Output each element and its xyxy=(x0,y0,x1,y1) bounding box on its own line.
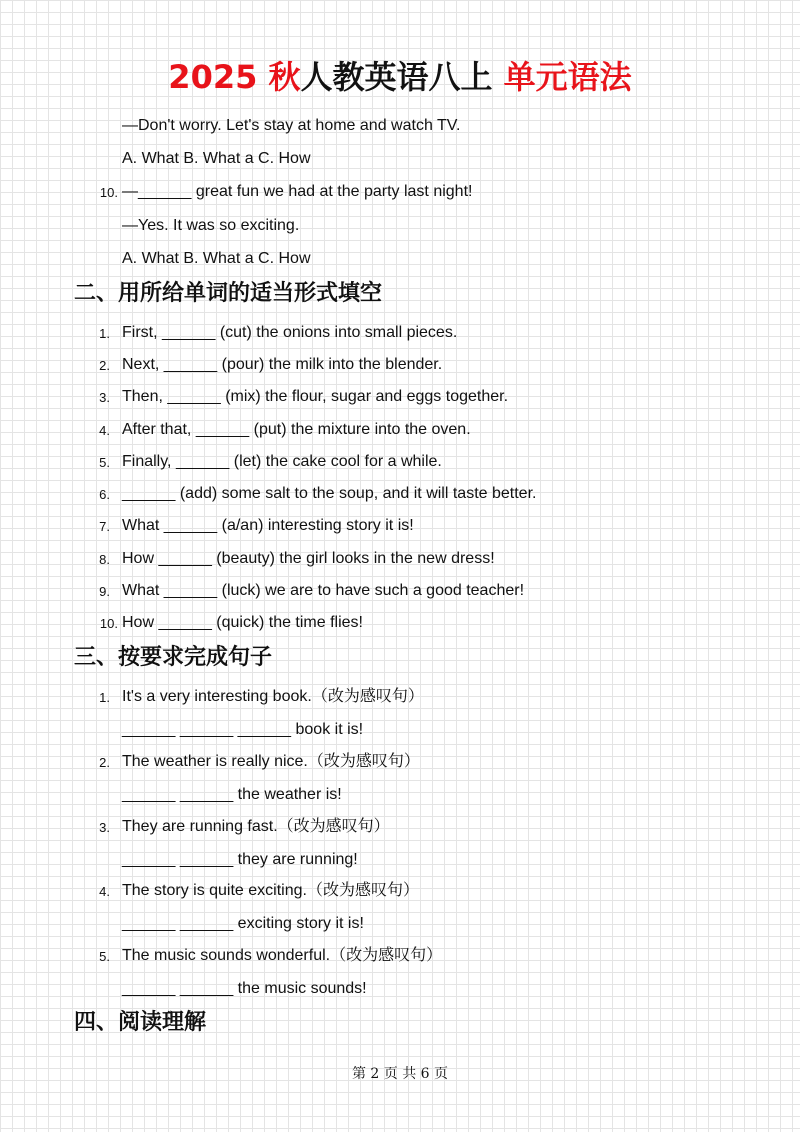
item-answer-line: ______ ______ the weather is! xyxy=(122,786,342,803)
item-number: 6. xyxy=(99,487,110,502)
item-text: First, ______ (cut) the onions into small pieces. xyxy=(122,324,458,341)
item-text: Next, ______ (pour) the milk into the blender. xyxy=(122,356,443,373)
item-number: 10. xyxy=(99,616,118,631)
section-4-heading: 四、阅读理解 xyxy=(74,1010,207,1035)
section-3-heading: 三、按要求完成句子 xyxy=(74,645,273,670)
q9-reply: —Don't worry. Let's stay at home and watch TV. xyxy=(122,117,461,134)
item-text: They are running fast.（改为感叹句） xyxy=(122,818,390,835)
q9-options: A. What B. What a C. How xyxy=(122,150,311,167)
item-answer-line: ______ ______ the music sounds! xyxy=(122,980,367,997)
item-text: Then, ______ (mix) the flour, sugar and eggs together. xyxy=(122,388,509,405)
item-text: How ______ (quick) the time flies! xyxy=(122,614,363,631)
title-year: 2025 秋 xyxy=(168,58,301,96)
item-number: 1. xyxy=(99,690,110,705)
item-number: 1. xyxy=(99,326,110,341)
q10-options: A. What B. What a C. How xyxy=(122,250,311,267)
item-number: 4. xyxy=(99,884,110,899)
item-text: The weather is really nice.（改为感叹句） xyxy=(122,753,420,770)
section-2-heading: 二、用所给单词的适当形式填空 xyxy=(74,281,383,306)
item-text: ______ (add) some salt to the soup, and it will taste better. xyxy=(122,485,537,502)
page-title xyxy=(0,52,800,102)
item-text: It's a very interesting book.（改为感叹句） xyxy=(122,688,424,705)
item-answer-line: ______ ______ they are running! xyxy=(122,851,358,868)
title-topic: 单元语法 xyxy=(503,58,632,96)
q10-text: —______ great fun we had at the party last night! xyxy=(122,183,473,200)
page-footer: 第 2 页 共 6 页 xyxy=(351,1066,449,1082)
item-number: 3. xyxy=(99,390,110,405)
item-number: 7. xyxy=(99,519,110,534)
q10-number: 10. xyxy=(99,185,118,200)
item-text: What ______ (luck) we are to have such a good teacher! xyxy=(122,582,525,599)
item-text: What ______ (a/an) interesting story it is! xyxy=(122,517,414,534)
item-text: The music sounds wonderful.（改为感叹句） xyxy=(122,947,443,964)
item-number: 5. xyxy=(99,455,110,470)
item-number: 2. xyxy=(99,358,110,373)
item-number: 5. xyxy=(99,949,110,964)
item-number: 8. xyxy=(99,552,110,567)
item-number: 2. xyxy=(99,755,110,770)
item-number: 3. xyxy=(99,820,110,835)
item-text: How ______ (beauty) the girl looks in the new dress! xyxy=(122,550,495,567)
item-text: Finally, ______ (let) the cake cool for a while. xyxy=(122,453,442,470)
q10-reply: —Yes. It was so exciting. xyxy=(122,217,300,234)
item-answer-line: ______ ______ ______ book it is! xyxy=(122,721,364,738)
item-text: After that, ______ (put) the mixture into the oven. xyxy=(122,421,471,438)
item-number: 9. xyxy=(99,584,110,599)
title-course: 人教英语八上 xyxy=(300,58,504,96)
item-answer-line: ______ ______ exciting story it is! xyxy=(122,915,364,932)
item-number: 4. xyxy=(99,423,110,438)
item-text: The story is quite exciting.（改为感叹句） xyxy=(122,882,419,899)
